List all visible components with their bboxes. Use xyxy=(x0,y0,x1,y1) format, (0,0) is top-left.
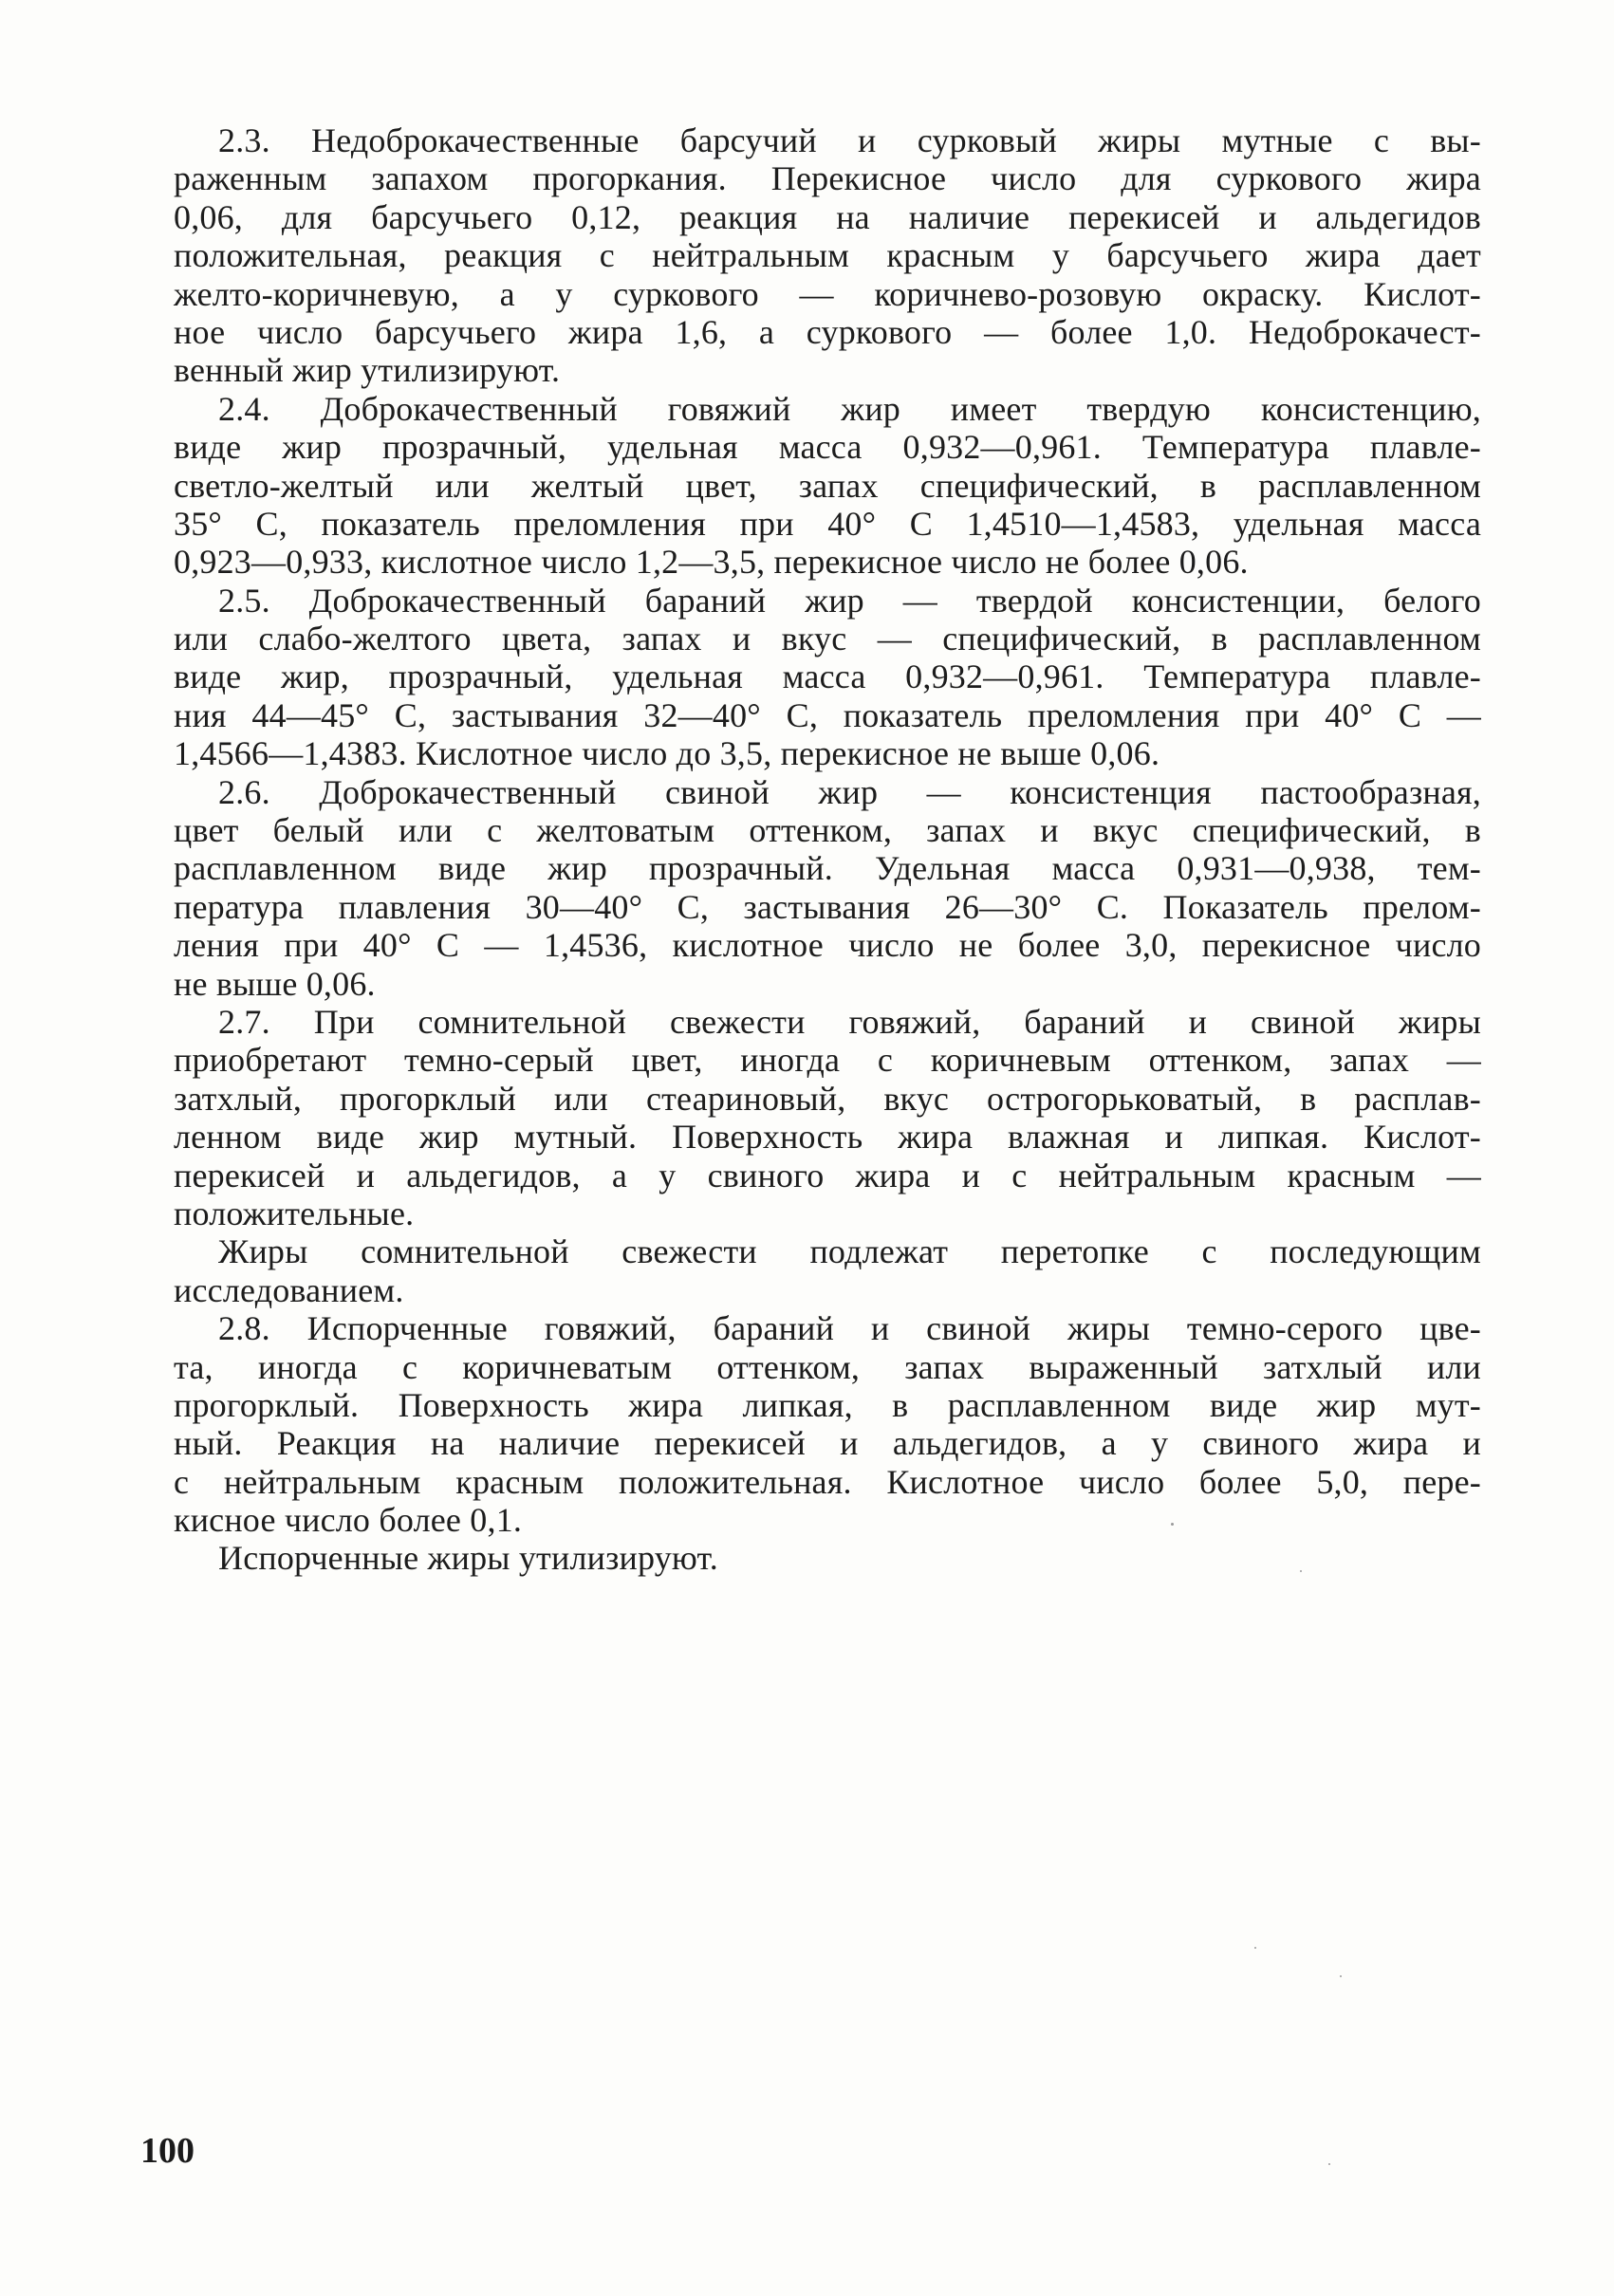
text-line: ное число барсучьего жира 1,6, а суркового — более 1,0. Недоброкачест- xyxy=(174,312,1481,351)
scan-speck xyxy=(1254,1947,1256,1949)
text-line: перекисей и альдегидов, а у свиного жира и с нейтральным красным — xyxy=(174,1156,1481,1194)
scan-speck xyxy=(1328,2163,1330,2165)
text-line: 0,06, для барсучьего 0,12, реакция на наличие перекисей и альдегидов xyxy=(174,197,1481,236)
text-line: приобретают темно-серый цвет, иногда с коричневым оттенком, запах — xyxy=(174,1041,1481,1080)
paragraph-2-4 xyxy=(174,390,1481,582)
text-line: раженным запахом прогоркания. Перекисное число для суркового жира xyxy=(174,159,1481,198)
paragraph-doubtful xyxy=(174,1232,1481,1309)
scan-speck xyxy=(1171,1523,1174,1526)
text-line: виде жир, прозрачный, удельная масса 0,932—0,961. Температура плавле- xyxy=(174,657,1481,696)
text-line: положительные. xyxy=(174,1194,415,1232)
text-line: расплавленном виде жир прозрачный. Удельная масса 0,931—0,938, тем- xyxy=(174,849,1481,888)
text-line: желто-коричневую, а у суркового — коричнево-розовую окраску. Кислот- xyxy=(174,274,1481,313)
paragraph-spoiled xyxy=(174,1539,1481,1577)
text-line: ный. Реакция на наличие перекисей и альдегидов, а у свиного жира и xyxy=(174,1424,1481,1463)
text-line: положительная, реакция с нейтральным красным у барсучьего жира дает xyxy=(174,236,1481,275)
scan-speck xyxy=(1340,1975,1342,1977)
scan-speck xyxy=(1300,1570,1302,1572)
text-line: ния 44—45° С, застывания 32—40° С, показатель преломления при 40° С — xyxy=(174,695,1481,734)
text-line: виде жир прозрачный, удельная масса 0,932—0,961. Температура плавле- xyxy=(174,428,1481,467)
text-line: 35° С, показатель преломления при 40° С 1,4510—1,4583, удельная масса xyxy=(174,504,1481,543)
text-line: 0,923—0,933, кислотное число 1,2—3,5, перекисное число не более 0,06. xyxy=(174,543,1249,582)
text-line: или слабо-желтого цвета, запах и вкус — специфический, в расплавленном xyxy=(174,620,1481,658)
text-line: исследованием. xyxy=(174,1270,404,1309)
text-line: прогорклый. Поверхность жира липкая, в расплавленном виде жир мут- xyxy=(174,1385,1481,1424)
text-line: 1,4566—1,4383. Кислотное число до 3,5, перекисное не выше 0,06. xyxy=(174,734,1160,773)
paragraph-2-3 xyxy=(174,121,1481,390)
text-line: Жиры сомнительной свежести подлежат перетопке с последующим xyxy=(218,1232,1481,1271)
body-text xyxy=(174,121,1481,1578)
paragraph-2-5 xyxy=(174,582,1481,773)
text-line: не выше 0,06. xyxy=(174,964,376,1003)
text-line: Испорченные жиры утилизируют. xyxy=(218,1539,718,1578)
text-line: венный жир утилизируют. xyxy=(174,351,561,390)
text-line: та, иногда с коричневатым оттенком, запах выраженный затхлый или xyxy=(174,1347,1481,1386)
text-line: ленном виде жир мутный. Поверхность жира влажная и липкая. Кислот- xyxy=(174,1118,1481,1157)
text-line: 2.6. Доброкачественный свиной жир — консистенция пастообразная, xyxy=(218,772,1481,811)
text-line: 2.8. Испорченные говяжий, бараний и свиной жиры темно-серого цве- xyxy=(218,1309,1481,1348)
text-line: 2.7. При сомнительной свежести говяжий, бараний и свиной жиры xyxy=(218,1002,1481,1041)
text-line: 2.3. Недоброкачественные барсучий и сурковый жиры мутные с вы- xyxy=(218,121,1481,159)
page-number: 100 xyxy=(140,2131,195,2171)
text-line: с нейтральным красным положительная. Кислотное число более 5,0, пере- xyxy=(174,1462,1481,1501)
text-line: светло-желтый или желтый цвет, запах специфический, в расплавленном xyxy=(174,466,1481,505)
text-line: кисное число более 0,1. xyxy=(174,1501,523,1540)
text-line: 2.4. Доброкачественный говяжий жир имеет твердую консистенцию, xyxy=(218,389,1481,428)
text-line: 2.5. Доброкачественный бараний жир — твердой консистенции, белого xyxy=(218,581,1481,620)
paragraph-2-7 xyxy=(174,1003,1481,1232)
paragraph-2-6 xyxy=(174,773,1481,1003)
text-line: затхлый, прогорклый или стеариновый, вкус острогорьковатый, в расплав- xyxy=(174,1079,1481,1118)
text-line: пература плавления 30—40° С, застывания 26—30° С. Показатель прелом- xyxy=(174,887,1481,926)
paragraph-2-8 xyxy=(174,1309,1481,1539)
text-line: цвет белый или с желтоватым оттенком, запах и вкус специфический, в xyxy=(174,811,1481,850)
text-line: ления при 40° С — 1,4536, кислотное число не более 3,0, перекисное число xyxy=(174,926,1481,965)
